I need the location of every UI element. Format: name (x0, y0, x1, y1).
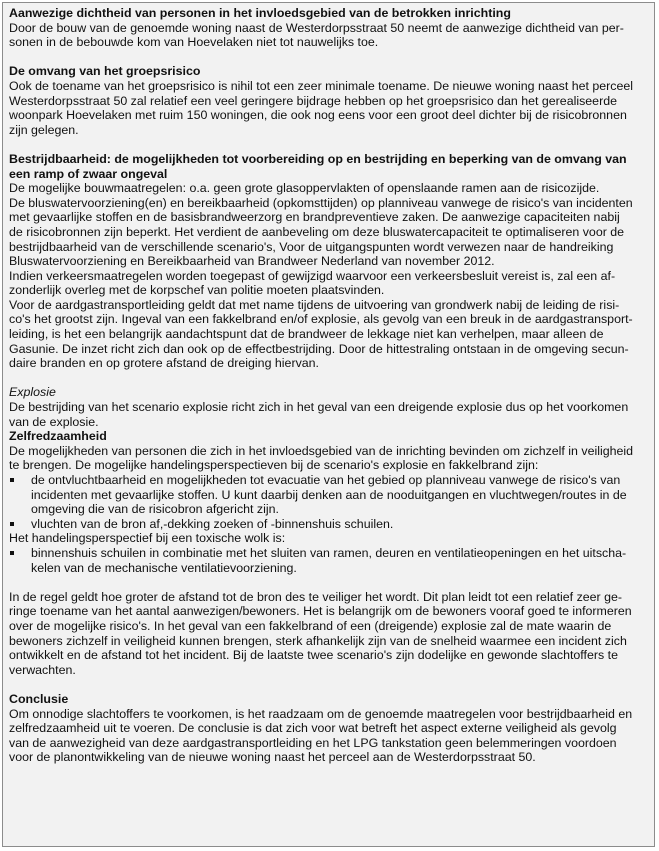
bullet-list (9, 546, 646, 575)
text-line: De bestrijding van het scenario explosie richt zich in het geval van een dreigende explosie dus op het voorkomen (9, 400, 629, 415)
spacer (9, 371, 646, 386)
text-line: Om onnodige slachtoffers te voorkomen, is het raadzaam om de genoemde maatregelen voor bestrijdbaarheid en (9, 706, 633, 721)
spacer (9, 677, 646, 692)
text-line: verwachten. (9, 662, 76, 677)
list-item (9, 546, 646, 575)
text-line: binnenshuis schuilen in combinatie met het sluiten van ramen, deuren en ventilatieopeningen en het uitscha- (31, 545, 627, 560)
text-line: te brengen. De mogelijke handelingsperspectieven bij de scenario's explosie en fakkelbrand zijn: (9, 458, 539, 473)
text-line: zelfredzaamheid uit te voeren. De conclusie is dat zich voor wat betreft het aspect externe veiligheid als gevolg (9, 721, 617, 736)
text-line: de ontvluchtbaarheid en mogelijkheden tot evacuatie van het gebied op planniveau vanwege de risico's van (31, 473, 621, 487)
text-line: sonen in de bebouwde kom van Hoevelaken niet tot nauwelijks toe. (9, 35, 379, 50)
text-line: zijn gelegen. (9, 122, 79, 137)
text-line: de risicobronnen zijn beperkt. Het verdient de aanbeveling om deze bluswatercapaciteit te optimaliseren voor de (9, 224, 625, 239)
text-line: met gevaarlijke stoffen en de basisbrandweerzorg en brandpreventieve zaken. De aanwezige capaciteiten nabij (9, 210, 620, 225)
text-line: co's het grootst zijn. Ingeval van een fakkelbrand en/of explosie, als gevolg van een breuk in de aardgastransport- (9, 312, 633, 327)
text-line: De mogelijke bouwmaatregelen: o.a. geen grote glasoppervlakten of openslaande ramen aan de risicozijde. (9, 181, 600, 196)
list-item (9, 473, 646, 517)
text-line: Het handelingsperspectief bij een toxische wolk is: (9, 531, 286, 546)
text-line: vluchten van de bron af,-dekking zoeken of -binnenshuis schuilen. (31, 516, 394, 531)
text-line: bewoners zichzelf in veiligheid kunnen brengen, sterk afhankelijk zijn van de snelheid waarmee een incident zich (9, 633, 627, 648)
section-heading-bestrijdbaarheid-cont: een ramp of zwaar ongeval (9, 166, 168, 181)
text-line: ontwikkelt en de afstand tot het incident. Bij de laatste twee scenario's zijn dodelijke en gewonde slachtoffers te (9, 648, 618, 663)
text-line: voor de planontwikkeling van de nieuwe woning naast het perceel aan de Westerdorpsstraat 50. (9, 750, 536, 765)
spacer (9, 137, 646, 152)
text-line: Ook de toename van het groepsrisico is nihil tot een zeer minimale toename. De nieuwe woning naast het perceel (9, 78, 634, 93)
text-line: Gasunie. De inzet richt zich dan ook op de effectbestrijding. Door de hittestraling ontstaan in de omgeving secun- (9, 341, 629, 356)
bullet-list (9, 473, 646, 531)
list-item (9, 517, 646, 532)
text-line: van de aanwezigheid van deze aardgastransportleiding en het LPG tankstation geen belemmeringen voordoen (9, 735, 617, 750)
text-line: Door de bouw van de genoemde woning naast de Westerdorpsstraat 50 neemt de aanwezige dichtheid van per- (9, 20, 624, 35)
text-line: Indien verkeersmaatregelen worden toegepast of gewijzigd waarvoor een verkeersbesluit vereist is, zal een af- (9, 268, 616, 283)
text-line: zonderlijk overleg met de korpschef van politie moeten plaatsvinden. (9, 283, 385, 298)
section-heading-groepsrisico: De omvang van het groepsrisico (9, 64, 201, 79)
text-line: Voor de aardgastransportleiding geldt dat met name tijdens de uitvoering van grondwerk nabij de leiding de risi- (9, 297, 620, 312)
text-line: daire branden en op grotere afstand de dreiging hiervan. (9, 356, 319, 371)
section-heading-bestrijdbaarheid: Bestrijdbaarheid: de mogelijkheden tot voorbereiding op en bestrijding en beperking van de omvang van (9, 151, 627, 166)
text-line: leiding, is het een belangrijk aandachtspunt dat de brandweer de lekkage niet kan verhelpen, maar alleen de (9, 327, 604, 342)
section-heading-explosie: Explosie (9, 385, 56, 400)
spacer (9, 50, 646, 65)
text-line: De bluswatervoorziening(en) en bereikbaarheid (opkomsttijden) op planniveau vanwege de risico's van incidenten (9, 195, 633, 210)
text-line: bestrijdbaarheid van de verschillende scenario's, Voor de uitgangspunten wordt verwezen naar de handreiking (9, 239, 614, 254)
text-line: ringe toename van het aantal aanwezigen/bewoners. Het is belangrijk om de bewoners vooraf goed te informeren (9, 604, 632, 619)
section-heading-conclusie: Conclusie (9, 691, 69, 706)
text-line: omgeving die van de risicobron afgericht zijn. (31, 502, 279, 517)
text-line: van de explosie. (9, 414, 99, 429)
text-line: over de mogelijke risico's. In het geval van een fakkelbrand of een (dreigende) explosie zal de mate waarin de (9, 618, 612, 633)
section-heading-dichtheid: Aanwezige dichtheid van personen in het invloedsgebied van de betrokken inrichting (9, 6, 511, 20)
text-line: In de regel geldt hoe groter de afstand tot de bron des te veiliger het wordt. Dit plan leidt tot een relatief zeer ge- (9, 589, 623, 604)
text-line: Westerdorpsstraat 50 zal relatief een veel geringere bijdrage hebben op het groepsrisico dan het gerealiseerde (9, 93, 617, 108)
text-line: Bluswatervoorziening en Bereikbaarheid van Brandweer Nederland van november 2012. (9, 254, 495, 269)
section-heading-zelfredzaamheid: Zelfredzaamheid (9, 429, 107, 444)
text-line: De mogelijkheden van personen die zich in het invloedsgebied van de inrichting bevinden om zichzelf in veiligheid (9, 443, 634, 458)
text-line: kelen van de mechanische ventilatievoorziening. (31, 560, 297, 575)
text-line: incidenten met gevaarlijke stoffen. U kunt daarbij denken aan de nooduitgangen en vluchtwegen/routes in de (31, 487, 627, 502)
text-line: woonpark Hoevelaken met ruim 150 woningen, die ook nog eens voor een groot deel dichter bij de risicobronnen (9, 108, 627, 123)
spacer (9, 575, 646, 590)
document-page (2, 2, 655, 847)
